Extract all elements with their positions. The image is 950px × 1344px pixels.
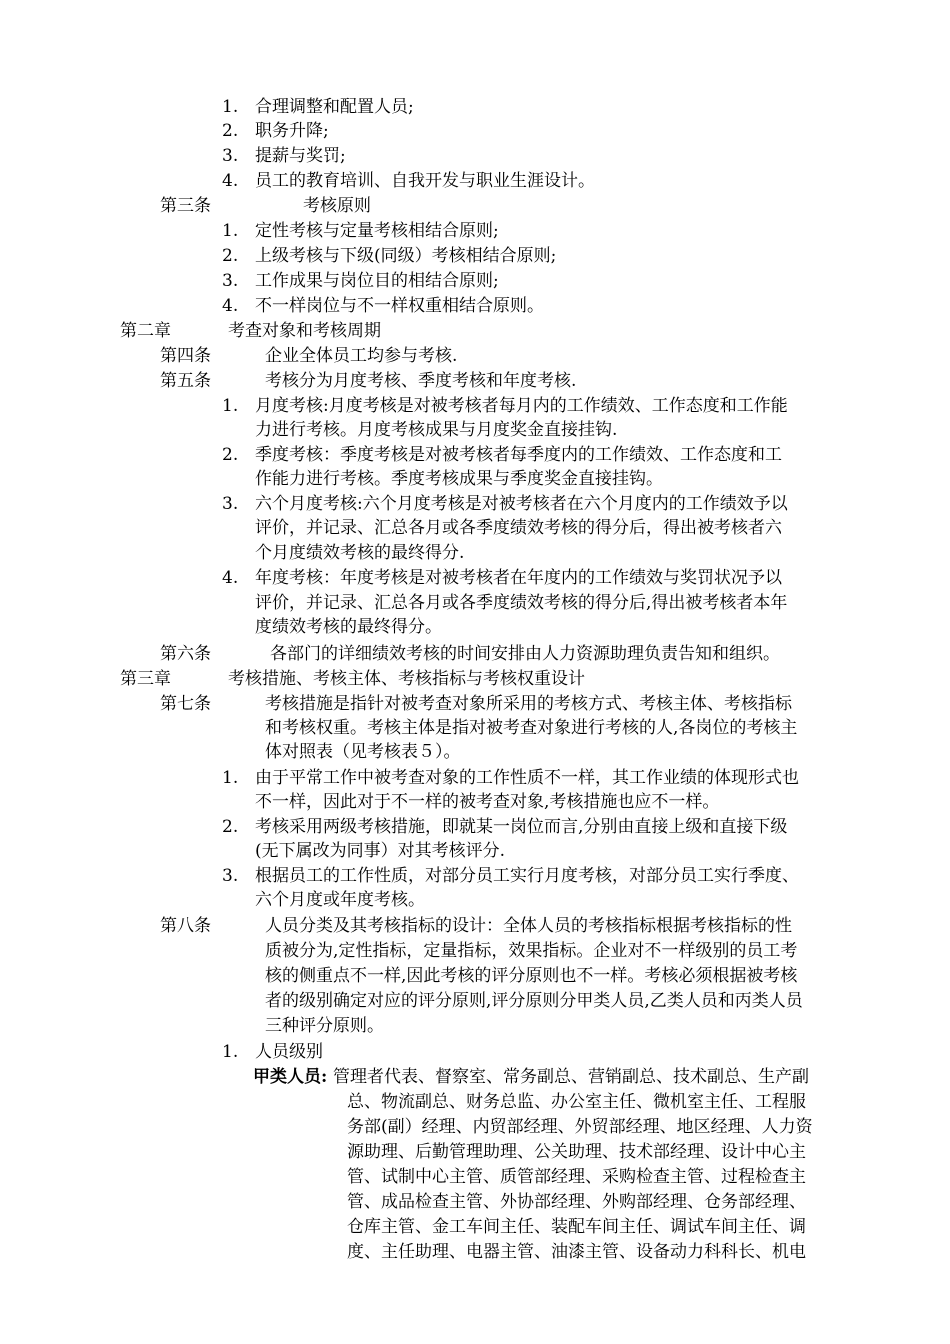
list-number: 3. (222, 494, 239, 514)
list-item-text: 评价，并记录、汇总各月或各季度绩效考核的得分后,得出被考核者本年 (255, 593, 788, 613)
chapter-title: 考核措施、考核主体、考核指标与考核权重设计 (228, 669, 585, 689)
article-label: 第三条 (160, 196, 211, 216)
list-item-text: 人员级别 (255, 1042, 323, 1062)
list-item-text: 作能力进行考核。季度考核成果与季度奖金直接挂钩。 (255, 469, 663, 489)
article-text: 人员分类及其考核指标的设计：全体人员的考核指标根据考核指标的性 (265, 916, 792, 936)
article-text: 体对照表（见考核表５）。 (265, 742, 461, 762)
list-item-text: 考核采用两级考核措施，即就某一岗位而言,分别由直接上级和直接下级 (255, 817, 788, 837)
list-number: 3. (222, 271, 239, 291)
list-number: 2. (222, 246, 239, 266)
list-number: 4. (222, 568, 239, 588)
article-text: 企业全体员工均参与考核. (265, 346, 458, 366)
chapter-label: 第二章 (120, 321, 171, 341)
category-text: 务部(副）经理、内贸部经理、外贸部经理、地区经理、人力资 (347, 1117, 813, 1137)
list-item-text: 根据员工的工作性质，对部分员工实行月度考核，对部分员工实行季度、 (255, 866, 799, 886)
category-text: 仓库主管、金工车间主任、装配车间主任、调试车间主任、调 (347, 1217, 806, 1237)
article-text: 质被分为,定性指标，定量指标，效果指标。企业对不一样级别的员工考 (265, 941, 798, 961)
article-label: 第四条 (160, 346, 211, 366)
list-item-text: 不一样，因此对于不一样的被考查对象,考核措施也应不一样。 (255, 792, 720, 812)
article-label: 第六条 (160, 644, 211, 664)
category-text: 管、试制中心主管、质管部经理、采购检查主管、过程检查主 (347, 1167, 806, 1187)
list-number: 2. (222, 817, 239, 837)
article-text: 考核分为月度考核、季度考核和年度考核. (265, 371, 577, 391)
list-number: 3. (222, 866, 239, 886)
list-item-text: 提薪与奖罚; (255, 146, 346, 166)
article-text: 和考核权重。考核主体是指对被考查对象进行考核的人,各岗位的考核主 (265, 718, 798, 738)
list-number: 2. (222, 445, 239, 465)
list-number: 1. (222, 221, 239, 241)
chapter-title: 考查对象和考核周期 (228, 321, 381, 341)
category-text: 管、成品检查主管、外协部经理、外购部经理、仓务部经理、 (347, 1192, 806, 1212)
list-item-text: 六个月度考核:六个月度考核是对被考核者在六个月度内的工作绩效予以 (255, 494, 788, 514)
article-title: 考核原则 (303, 196, 371, 216)
category-text: 总、物流副总、财务总监、办公室主任、微机室主任、工程服 (347, 1092, 806, 1112)
list-number: 1. (222, 396, 239, 416)
list-item-text: 评价，并记录、汇总各月或各季度绩效考核的得分后，得出被考核者六 (255, 518, 782, 538)
category-text: 源助理、后勤管理助理、公关助理、技术部经理、设计中心主 (347, 1142, 806, 1162)
list-item-text: 力进行考核。月度考核成果与月度奖金直接挂钩. (255, 420, 618, 440)
article-label: 第五条 (160, 371, 211, 391)
list-item-text: 员工的教育培训、自我开发与职业生涯设计。 (255, 171, 595, 191)
list-item-text: 合理调整和配置人员; (255, 97, 414, 117)
list-number: 2. (222, 121, 239, 141)
list-item-text: 由于平常工作中被考查对象的工作性质不一样，其工作业绩的体现形式也 (255, 768, 799, 788)
article-label: 第八条 (160, 916, 211, 936)
article-text: 核的侧重点不一样,因此考核的评分原则也不一样。考核必须根据被考核 (265, 966, 798, 986)
list-item-text: 六个月度或年度考核。 (255, 890, 425, 910)
list-item-text: 度绩效考核的最终得分。 (255, 617, 442, 637)
list-item-text: 职务升降; (255, 121, 329, 141)
article-text: 者的级别确定对应的评分原则,评分原则分甲类人员,乙类人员和丙类人员 (265, 991, 803, 1011)
list-number: 1. (222, 97, 239, 117)
list-number: 4. (222, 296, 239, 316)
article-text: 考核措施是指针对被考查对象所采用的考核方式、考核主体、考核指标 (265, 694, 792, 714)
article-text: 三种评分原则。 (265, 1016, 384, 1036)
list-item-text: 季度考核：季度考核是对被考核者每季度内的工作绩效、工作态度和工 (255, 445, 782, 465)
list-item-text: 上级考核与下级(同级）考核相结合原则; (255, 246, 557, 266)
list-item-text: (无下属改为同事）对其考核评分. (255, 841, 506, 861)
list-item-text: 年度考核：年度考核是对被考核者在年度内的工作绩效与奖罚状况予以 (255, 568, 782, 588)
category-label: 甲类人员: (253, 1067, 328, 1087)
list-item-text: 定性考核与定量考核相结合原则; (255, 221, 499, 241)
category-text: 度、主任助理、电器主管、油漆主管、设备动力科科长、机电 (347, 1242, 806, 1262)
list-item-text: 不一样岗位与不一样权重相结合原则。 (255, 296, 544, 316)
list-number: 3. (222, 146, 239, 166)
article-text: 各部门的详细绩效考核的时间安排由人力资源助理负责告知和组织。 (270, 644, 780, 664)
list-item-text: 个月度绩效考核的最终得分. (255, 543, 465, 563)
list-number: 1. (222, 768, 239, 788)
chapter-label: 第三章 (120, 669, 171, 689)
list-number: 4. (222, 171, 239, 191)
category-text: 管理者代表、督察室、常务副总、营销副总、技术副总、生产副 (333, 1067, 809, 1087)
list-number: 1. (222, 1042, 239, 1062)
list-item-text: 工作成果与岗位目的相结合原则; (255, 271, 499, 291)
article-label: 第七条 (160, 694, 211, 714)
list-item-text: 月度考核:月度考核是对被考核者每月内的工作绩效、工作态度和工作能 (255, 396, 788, 416)
